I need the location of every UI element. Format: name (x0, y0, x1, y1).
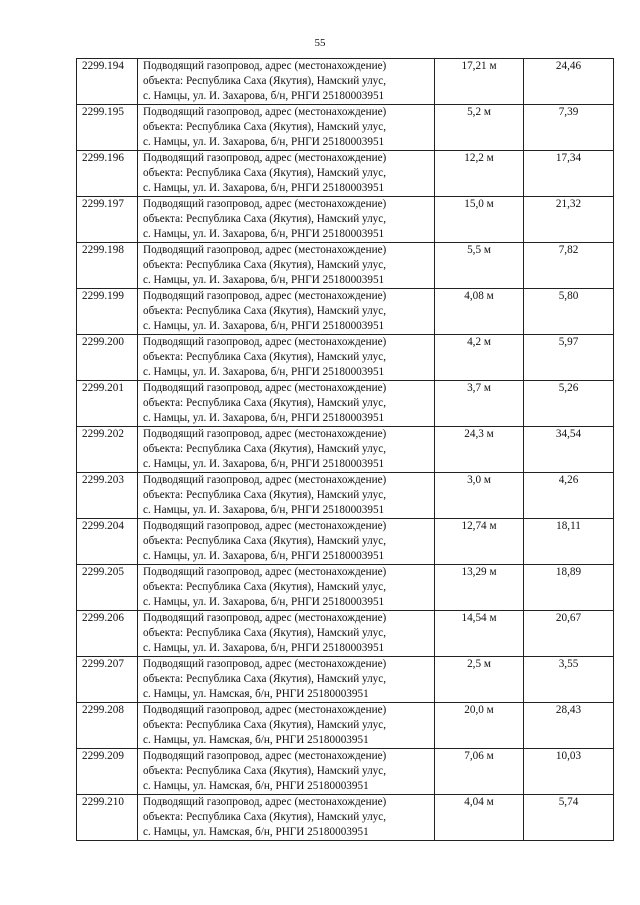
description-line: с. Намцы, ул. И. Захарова, б/н, РНГИ 25180003951 (143, 228, 385, 240)
item-number-cell: 2299.202 (77, 427, 138, 473)
table-row (77, 197, 614, 243)
description-line: Подводящий газопровод, адрес (местонахождение) (143, 60, 387, 72)
table-row (77, 381, 614, 427)
description-line: объекта: Республика Саха (Якутия), Намский улус, (143, 213, 387, 225)
description-line: Подводящий газопровод, адрес (местонахождение) (143, 428, 387, 440)
table-row (77, 657, 614, 703)
description-cell (138, 473, 435, 519)
table-row (77, 243, 614, 289)
description-line: объекта: Республика Саха (Якутия), Намский улус, (143, 121, 387, 133)
value-cell: 20,67 (524, 611, 614, 657)
description-line: объекта: Республика Саха (Якутия), Намский улус, (143, 489, 387, 501)
item-number-cell: 2299.210 (77, 795, 138, 841)
value-cell: 17,34 (524, 151, 614, 197)
value-cell: 5,97 (524, 335, 614, 381)
item-number-cell: 2299.198 (77, 243, 138, 289)
value-cell: 5,80 (524, 289, 614, 335)
description-line: с. Намцы, ул. И. Захарова, б/н, РНГИ 25180003951 (143, 366, 385, 378)
description-line: объекта: Республика Саха (Якутия), Намский улус, (143, 581, 387, 593)
description-cell (138, 197, 435, 243)
description-line: с. Намцы, ул. И. Захарова, б/н, РНГИ 25180003951 (143, 90, 385, 102)
description-line: с. Намцы, ул. Намская, б/н, РНГИ 25180003951 (143, 734, 369, 746)
description-line: с. Намцы, ул. И. Захарова, б/н, РНГИ 25180003951 (143, 642, 385, 654)
value-cell: 3,55 (524, 657, 614, 703)
description-cell (138, 565, 435, 611)
item-number-cell: 2299.196 (77, 151, 138, 197)
description-cell (138, 335, 435, 381)
description-line: объекта: Республика Саха (Якутия), Намский улус, (143, 351, 387, 363)
description-cell (138, 519, 435, 565)
description-line: Подводящий газопровод, адрес (местонахождение) (143, 106, 387, 118)
description-line: с. Намцы, ул. И. Захарова, б/н, РНГИ 25180003951 (143, 274, 385, 286)
table-row (77, 565, 614, 611)
description-line: с. Намцы, ул. И. Захарова, б/н, РНГИ 25180003951 (143, 320, 385, 332)
length-cell: 5,5 м (435, 243, 524, 289)
item-number-cell: 2299.205 (77, 565, 138, 611)
description-cell (138, 151, 435, 197)
description-line: Подводящий газопровод, адрес (местонахождение) (143, 612, 387, 624)
description-cell (138, 381, 435, 427)
table-row (77, 795, 614, 841)
length-cell: 2,5 м (435, 657, 524, 703)
item-number-cell: 2299.209 (77, 749, 138, 795)
description-line: объекта: Республика Саха (Якутия), Намский улус, (143, 259, 387, 271)
description-line: Подводящий газопровод, адрес (местонахождение) (143, 290, 387, 302)
length-cell: 15,0 м (435, 197, 524, 243)
length-cell: 5,2 м (435, 105, 524, 151)
item-number-cell: 2299.194 (77, 59, 138, 105)
value-cell: 5,26 (524, 381, 614, 427)
length-cell: 12,74 м (435, 519, 524, 565)
table-row (77, 151, 614, 197)
value-cell: 21,32 (524, 197, 614, 243)
value-cell: 10,03 (524, 749, 614, 795)
item-number-cell: 2299.203 (77, 473, 138, 519)
description-line: объекта: Республика Саха (Якутия), Намский улус, (143, 535, 387, 547)
value-cell: 24,46 (524, 59, 614, 105)
value-cell: 18,11 (524, 519, 614, 565)
description-line: объекта: Республика Саха (Якутия), Намский улус, (143, 627, 387, 639)
description-line: с. Намцы, ул. И. Захарова, б/н, РНГИ 25180003951 (143, 412, 385, 424)
value-cell: 34,54 (524, 427, 614, 473)
item-number-cell: 2299.204 (77, 519, 138, 565)
description-line: Подводящий газопровод, адрес (местонахождение) (143, 152, 387, 164)
length-cell: 3,0 м (435, 473, 524, 519)
description-line: с. Намцы, ул. Намская, б/н, РНГИ 25180003951 (143, 780, 369, 792)
description-cell (138, 749, 435, 795)
description-line: объекта: Республика Саха (Якутия), Намский улус, (143, 673, 387, 685)
description-line: с. Намцы, ул. И. Захарова, б/н, РНГИ 25180003951 (143, 182, 385, 194)
description-line: Подводящий газопровод, адрес (местонахождение) (143, 658, 387, 670)
item-number-cell: 2299.207 (77, 657, 138, 703)
description-cell (138, 427, 435, 473)
description-line: Подводящий газопровод, адрес (местонахождение) (143, 244, 387, 256)
item-number-cell: 2299.197 (77, 197, 138, 243)
length-cell: 24,3 м (435, 427, 524, 473)
value-cell: 5,74 (524, 795, 614, 841)
description-cell (138, 795, 435, 841)
description-cell (138, 59, 435, 105)
description-line: объекта: Республика Саха (Якутия), Намский улус, (143, 443, 387, 455)
registry-table-body (77, 59, 614, 841)
description-line: Подводящий газопровод, адрес (местонахождение) (143, 704, 387, 716)
description-line: объекта: Республика Саха (Якутия), Намский улус, (143, 719, 387, 731)
value-cell: 7,82 (524, 243, 614, 289)
length-cell: 12,2 м (435, 151, 524, 197)
description-cell (138, 105, 435, 151)
length-cell: 20,0 м (435, 703, 524, 749)
description-line: Подводящий газопровод, адрес (местонахождение) (143, 336, 387, 348)
length-cell: 4,08 м (435, 289, 524, 335)
table-row (77, 703, 614, 749)
length-cell: 17,21 м (435, 59, 524, 105)
table-row (77, 335, 614, 381)
value-cell: 7,39 (524, 105, 614, 151)
length-cell: 3,7 м (435, 381, 524, 427)
value-cell: 28,43 (524, 703, 614, 749)
description-line: объекта: Республика Саха (Якутия), Намский улус, (143, 397, 387, 409)
item-number-cell: 2299.208 (77, 703, 138, 749)
length-cell: 4,2 м (435, 335, 524, 381)
description-cell (138, 289, 435, 335)
description-line: с. Намцы, ул. Намская, б/н, РНГИ 25180003951 (143, 688, 369, 700)
value-cell: 4,26 (524, 473, 614, 519)
page-number: 55 (314, 37, 326, 49)
description-line: с. Намцы, ул. И. Захарова, б/н, РНГИ 25180003951 (143, 550, 385, 562)
table-row (77, 427, 614, 473)
value-cell: 18,89 (524, 565, 614, 611)
description-line: Подводящий газопровод, адрес (местонахождение) (143, 474, 387, 486)
description-line: с. Намцы, ул. И. Захарова, б/н, РНГИ 25180003951 (143, 136, 385, 148)
description-line: Подводящий газопровод, адрес (местонахождение) (143, 566, 387, 578)
description-cell (138, 657, 435, 703)
item-number-cell: 2299.201 (77, 381, 138, 427)
description-cell (138, 243, 435, 289)
table-row (77, 59, 614, 105)
table-row (77, 289, 614, 335)
table-row (77, 749, 614, 795)
item-number-cell: 2299.200 (77, 335, 138, 381)
description-cell (138, 703, 435, 749)
description-line: с. Намцы, ул. И. Захарова, б/н, РНГИ 25180003951 (143, 596, 385, 608)
item-number-cell: 2299.199 (77, 289, 138, 335)
length-cell: 13,29 м (435, 565, 524, 611)
description-line: Подводящий газопровод, адрес (местонахождение) (143, 382, 387, 394)
description-line: Подводящий газопровод, адрес (местонахождение) (143, 750, 387, 762)
table-row (77, 105, 614, 151)
description-line: Подводящий газопровод, адрес (местонахождение) (143, 520, 387, 532)
table-row (77, 611, 614, 657)
description-line: Подводящий газопровод, адрес (местонахождение) (143, 796, 387, 808)
length-cell: 7,06 м (435, 749, 524, 795)
description-line: объекта: Республика Саха (Якутия), Намский улус, (143, 305, 387, 317)
description-line: с. Намцы, ул. И. Захарова, б/н, РНГИ 25180003951 (143, 504, 385, 516)
registry-table (76, 58, 614, 841)
table-row (77, 519, 614, 565)
description-line: объекта: Республика Саха (Якутия), Намский улус, (143, 811, 387, 823)
description-line: объекта: Республика Саха (Якутия), Намский улус, (143, 167, 387, 179)
description-line: с. Намцы, ул. И. Захарова, б/н, РНГИ 25180003951 (143, 458, 385, 470)
length-cell: 4,04 м (435, 795, 524, 841)
description-line: объекта: Республика Саха (Якутия), Намский улус, (143, 75, 387, 87)
description-line: с. Намцы, ул. Намская, б/н, РНГИ 25180003951 (143, 826, 369, 838)
description-cell (138, 611, 435, 657)
description-line: Подводящий газопровод, адрес (местонахождение) (143, 198, 387, 210)
table-row (77, 473, 614, 519)
length-cell: 14,54 м (435, 611, 524, 657)
description-line: объекта: Республика Саха (Якутия), Намский улус, (143, 765, 387, 777)
item-number-cell: 2299.206 (77, 611, 138, 657)
item-number-cell: 2299.195 (77, 105, 138, 151)
